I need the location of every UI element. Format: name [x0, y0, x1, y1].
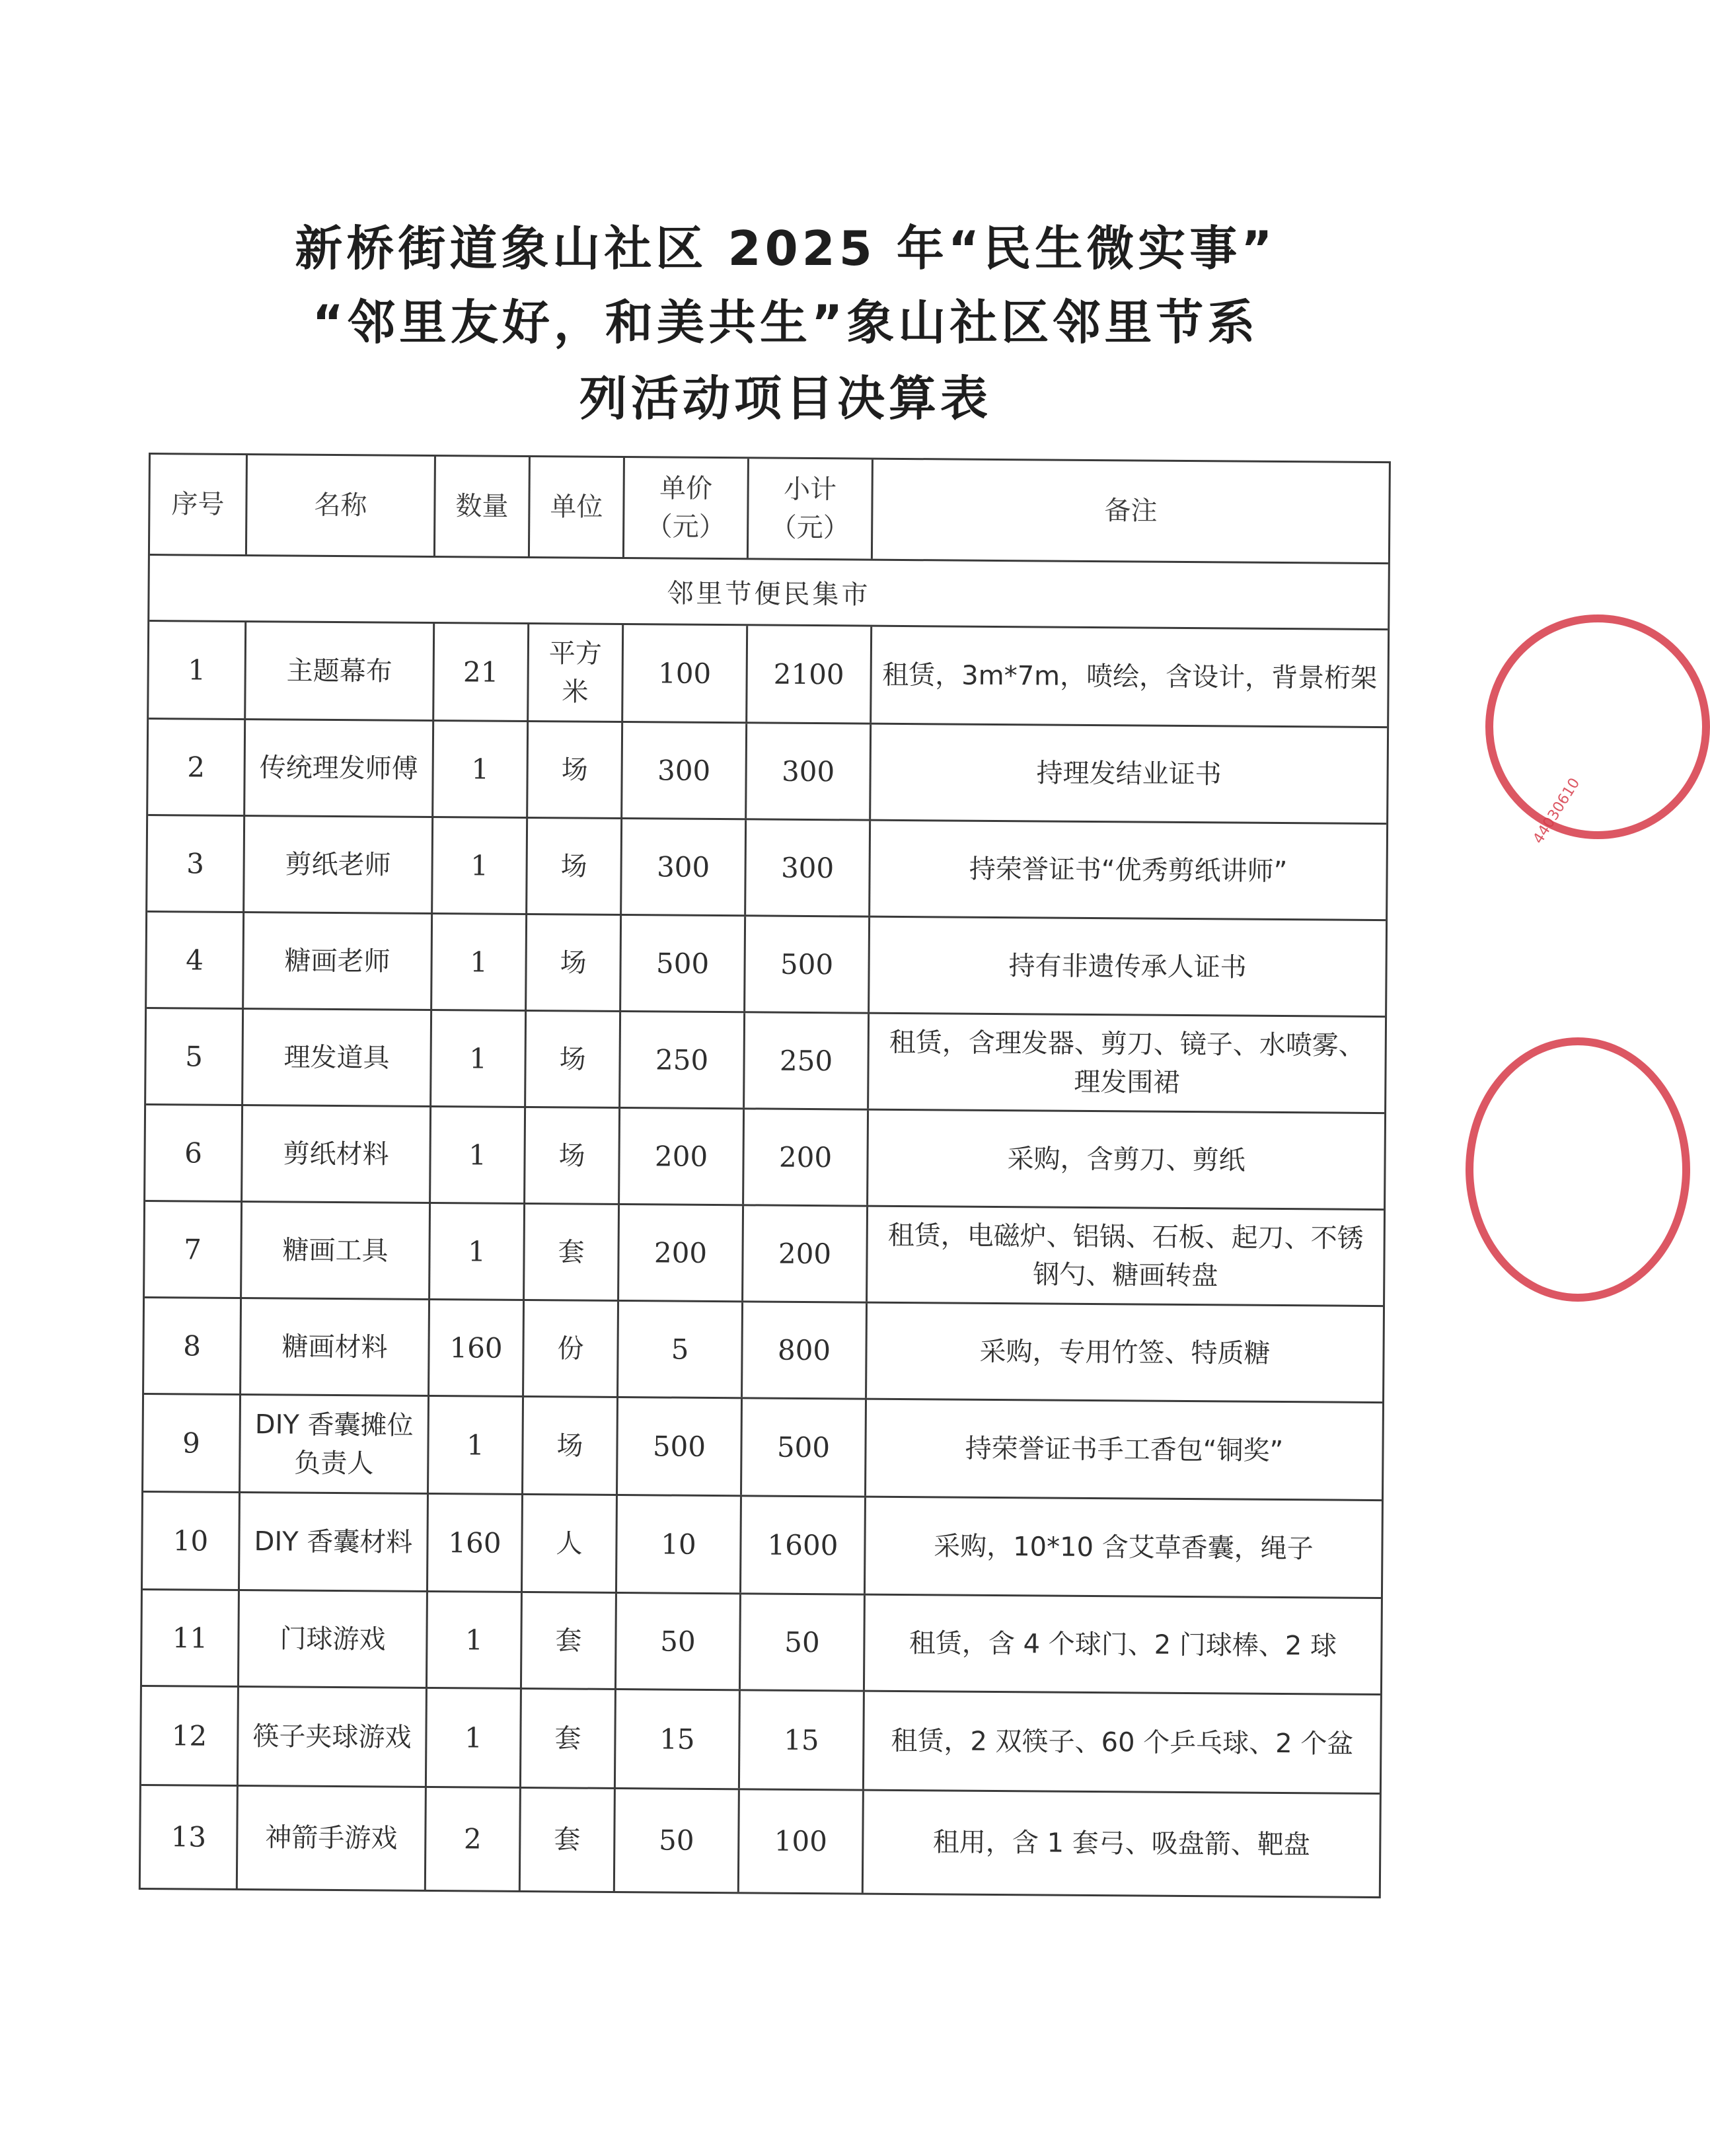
row-remarks: 采购，10*10 含艾草香囊，绳子: [934, 1530, 1314, 1564]
row-unit-price: 500: [618, 1398, 743, 1495]
row-unit-price: 200: [620, 1109, 745, 1204]
row-subtotal: 2100: [747, 626, 872, 722]
row-unit-price: 50: [616, 1594, 741, 1689]
table-row: [141, 1687, 1380, 1795]
row-index: 7: [145, 1202, 242, 1297]
official-seal-stamp: [1485, 614, 1710, 839]
table-row: [148, 720, 1387, 825]
table-header-row: [150, 455, 1389, 564]
row-name: DIY 香囊材料: [240, 1493, 429, 1590]
row-subtotal: 15: [740, 1691, 865, 1789]
header-quantity: 数量: [435, 457, 531, 556]
row-unit-price: 200: [619, 1205, 744, 1300]
table-row: [149, 622, 1388, 728]
table-row: [145, 1202, 1384, 1307]
table-row: [142, 1590, 1381, 1695]
header-name: 名称: [247, 455, 436, 556]
table-row: [146, 1009, 1385, 1114]
document-title-line-3: 列活动项目决算表: [579, 371, 992, 426]
row-quantity: 1: [428, 1592, 523, 1688]
row-remarks: 租赁，电磁炉、铝锅、石板、起刀、不锈钢勺、糖画转盘: [887, 1220, 1364, 1291]
row-remarks: 租赁，3m*7m，喷绘，含设计，背景桁架: [882, 659, 1378, 694]
header-unit: 单位: [530, 457, 625, 557]
row-unit-price: 5: [618, 1302, 743, 1397]
row-subtotal: 800: [743, 1302, 868, 1397]
row-subtotal: 100: [739, 1790, 864, 1892]
row-unit: 人: [523, 1495, 618, 1592]
row-unit-price: 500: [621, 916, 746, 1011]
row-unit: 场: [523, 1397, 618, 1494]
row-unit: 平方米: [529, 624, 624, 721]
settlement-table: [139, 453, 1391, 1898]
row-unit-price: 100: [623, 625, 748, 722]
row-quantity: 21: [434, 624, 529, 720]
row-index: 13: [141, 1786, 239, 1888]
row-name: 糖画工具: [242, 1203, 431, 1298]
row-subtotal: 500: [745, 916, 870, 1012]
row-unit-price: 300: [622, 723, 747, 818]
row-quantity: 1: [429, 1397, 524, 1493]
row-name: 剪纸材料: [242, 1106, 431, 1202]
header-subtotal: 小计（元）: [749, 459, 874, 558]
row-unit: 份: [524, 1301, 619, 1396]
table-row: [147, 816, 1386, 921]
row-unit-price: 250: [620, 1012, 745, 1107]
row-unit-price: 300: [622, 819, 747, 914]
row-name: 筷子夹球游戏: [239, 1688, 428, 1786]
row-name: 传统理发师傅: [245, 720, 434, 816]
row-index: 2: [148, 720, 246, 815]
row-quantity: 160: [428, 1495, 523, 1591]
official-seal-stamp: [1466, 1037, 1690, 1302]
row-quantity: 2: [426, 1788, 521, 1890]
row-remarks: 租用，含 1 套弓、吸盘箭、靶盘: [932, 1827, 1310, 1861]
row-quantity: 1: [433, 722, 529, 817]
row-index: 9: [143, 1395, 241, 1491]
row-index: 8: [144, 1298, 242, 1394]
row-quantity: 1: [427, 1689, 522, 1787]
section-row: [149, 556, 1388, 630]
header-index: 序号: [150, 455, 248, 554]
row-remarks: 持有非遗传承人证书: [1008, 950, 1247, 983]
row-quantity: 1: [432, 914, 527, 1010]
row-unit: 场: [525, 1108, 620, 1203]
table-row: [143, 1493, 1382, 1599]
row-name: 门球游戏: [239, 1591, 428, 1687]
row-subtotal: 200: [744, 1109, 869, 1205]
seal-number-text: 44030610: [1530, 775, 1584, 847]
row-unit: 套: [522, 1593, 617, 1688]
row-unit: 场: [526, 1012, 621, 1107]
section-title: 邻里节便民集市: [667, 578, 871, 611]
row-index: 10: [143, 1493, 241, 1589]
row-name: 剪纸老师: [244, 817, 433, 912]
row-remarks: 采购，专用竹签、特质糖: [979, 1336, 1271, 1369]
row-quantity: 1: [431, 1107, 526, 1203]
row-unit-price: 50: [615, 1789, 740, 1892]
row-unit: 套: [525, 1205, 620, 1300]
row-unit: 场: [528, 722, 623, 817]
row-unit: 套: [521, 1690, 616, 1787]
row-quantity: 1: [430, 1204, 525, 1299]
table-row: [147, 912, 1386, 1018]
table-row: [141, 1786, 1380, 1896]
row-unit: 套: [521, 1789, 616, 1891]
row-subtotal: 1600: [741, 1497, 866, 1593]
row-remarks: 租赁，2 双筷子、60 个乒乓球、2 个盆: [891, 1725, 1354, 1760]
row-subtotal: 500: [742, 1399, 867, 1495]
row-name: 理发道具: [243, 1010, 432, 1105]
row-quantity: 1: [433, 818, 528, 913]
document-title-line-1: 新桥街道象山社区 2025 年“民生微实事”: [295, 221, 1277, 276]
row-subtotal: 300: [747, 724, 872, 819]
row-remarks: 持理发结业证书: [1036, 757, 1222, 790]
row-index: 3: [147, 816, 245, 911]
row-index: 4: [147, 912, 244, 1008]
row-remarks: 租赁，含 4 个球门、2 门球棒、2 球: [909, 1627, 1337, 1662]
row-subtotal: 50: [741, 1594, 866, 1690]
table-row: [145, 1105, 1384, 1210]
row-index: 5: [146, 1009, 244, 1104]
row-subtotal: 300: [746, 820, 871, 915]
header-unit-price: 单价（元）: [624, 458, 749, 558]
row-unit: 场: [527, 915, 622, 1010]
table-row: [144, 1298, 1383, 1403]
table-row: [143, 1395, 1382, 1501]
row-name: 主题幕布: [246, 622, 435, 720]
row-unit-price: 10: [617, 1496, 742, 1592]
row-quantity: 160: [429, 1300, 525, 1395]
row-index: 12: [141, 1687, 239, 1785]
header-remarks: 备注: [1104, 496, 1158, 527]
row-subtotal: 250: [745, 1013, 870, 1108]
row-index: 6: [145, 1105, 243, 1201]
row-name: DIY 香囊摊位负责人: [241, 1395, 429, 1493]
row-remarks: 采购，含剪刀、剪纸: [1007, 1143, 1245, 1176]
row-remarks: 持荣誉证书手工香包“铜奖”: [965, 1433, 1284, 1466]
row-name: 神箭手游戏: [238, 1787, 427, 1890]
row-subtotal: 200: [743, 1206, 868, 1301]
row-quantity: 1: [431, 1011, 527, 1106]
row-unit: 场: [527, 819, 622, 914]
row-remarks: 持荣誉证书“优秀剪纸讲师”: [969, 854, 1288, 887]
row-name: 糖画老师: [244, 913, 433, 1009]
row-remarks: 租赁，含理发器、剪刀、镜子、水喷雾、理发围裙: [889, 1027, 1365, 1098]
row-name: 糖画材料: [241, 1299, 430, 1395]
row-index: 11: [142, 1590, 240, 1686]
row-index: 1: [149, 622, 246, 718]
row-unit-price: 15: [616, 1690, 741, 1788]
document-title-line-2: “邻里友好，和美共生”象山社区邻里节系: [312, 295, 1259, 350]
